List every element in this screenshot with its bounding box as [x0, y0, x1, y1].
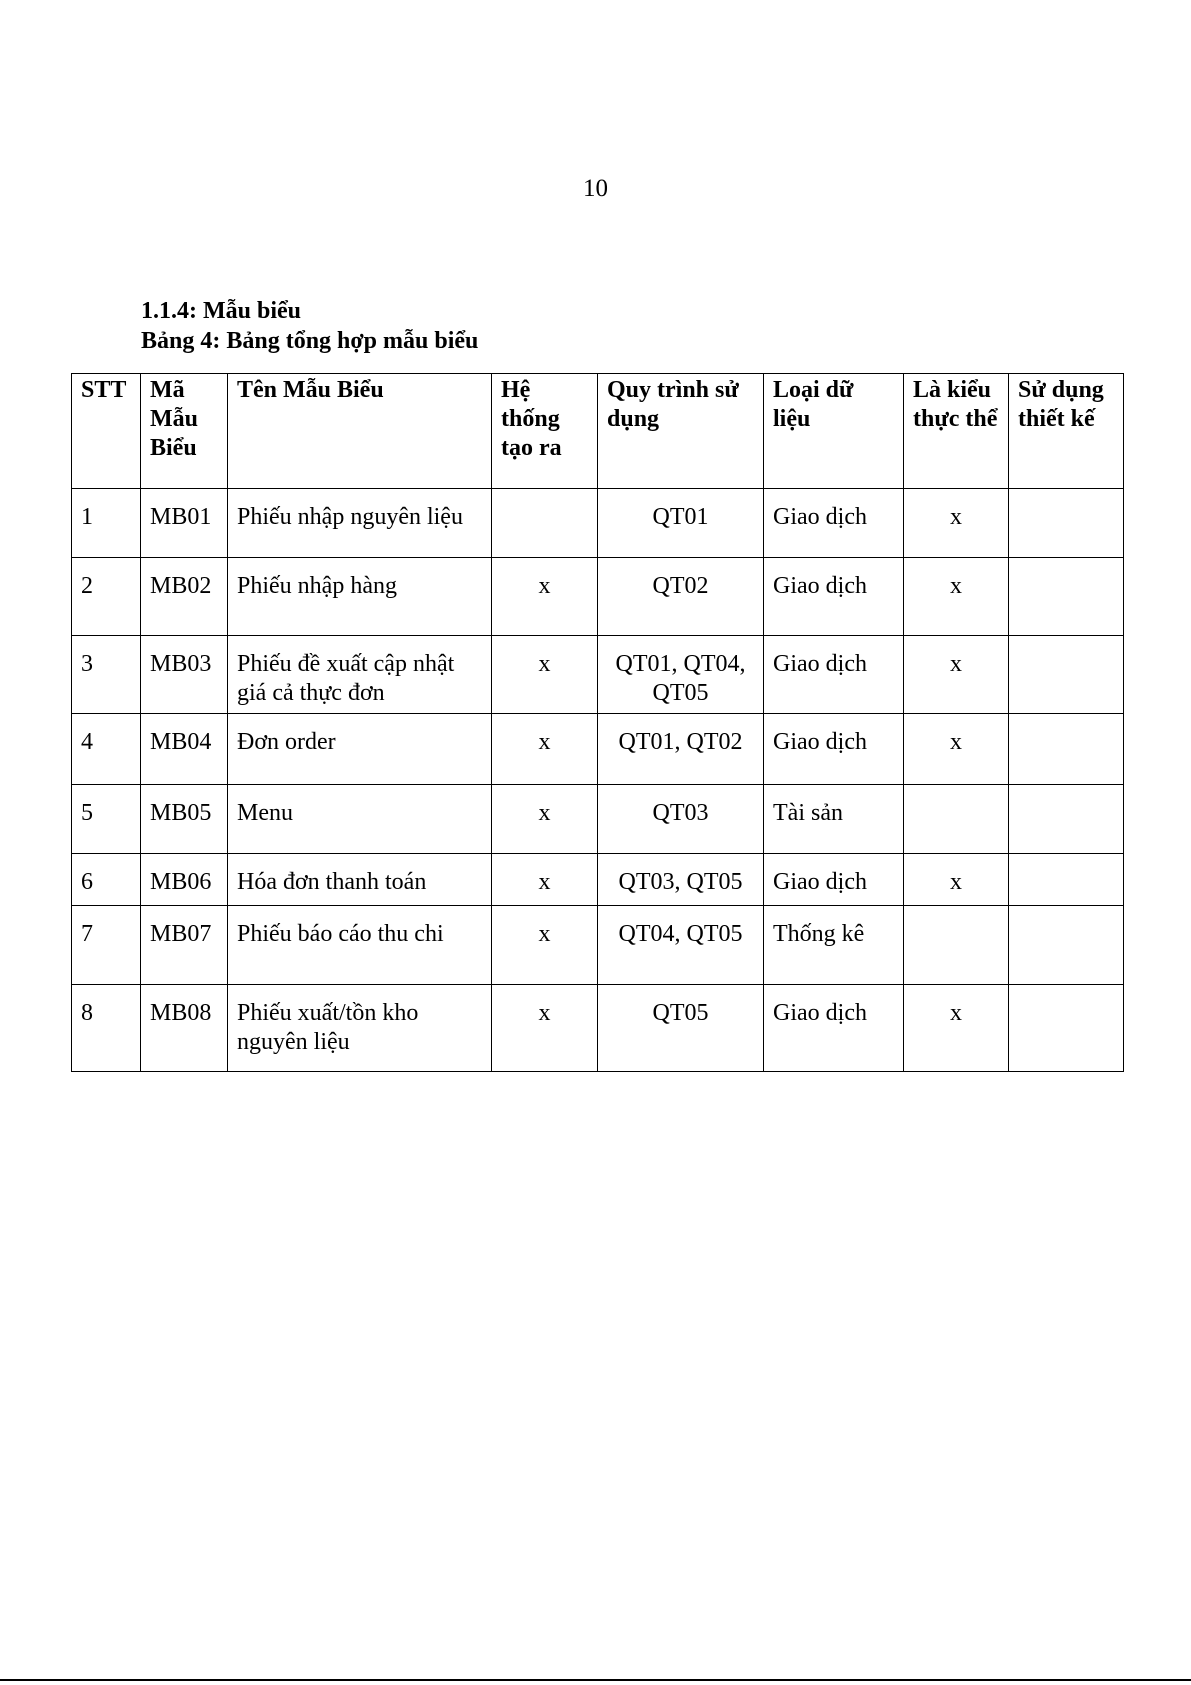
header-stt: STT [72, 374, 141, 489]
cell-stt: 2 [72, 558, 141, 636]
header-is-entity: Là kiểu thực thể [904, 374, 1009, 489]
cell-form-name: Menu [228, 785, 492, 854]
cell-data-type: Giao dịch [764, 636, 904, 714]
cell-data-type: Giao dịch [764, 985, 904, 1072]
cell-form-code: MB05 [141, 785, 228, 854]
cell-form-name: Phiếu xuất/tồn kho nguyên liệu [228, 985, 492, 1072]
cell-design-use [1009, 558, 1124, 636]
header-system-generated: Hệ thống tạo ra [492, 374, 598, 489]
cell-process-used: QT04, QT05 [598, 906, 764, 985]
table-header-row [72, 374, 1124, 489]
cell-design-use [1009, 985, 1124, 1072]
cell-form-name: Phiếu đề xuất cập nhật giá cả thực đơn [228, 636, 492, 714]
header-data-type: Loại dữ liệu [764, 374, 904, 489]
cell-data-type: Giao dịch [764, 714, 904, 785]
cell-form-code: MB08 [141, 985, 228, 1072]
table-caption: Bảng 4: Bảng tổng hợp mẫu biểu [141, 328, 479, 354]
cell-system-generated: x [492, 785, 598, 854]
cell-process-used: QT01, QT02 [598, 714, 764, 785]
cell-process-used: QT03 [598, 785, 764, 854]
form-summary-table [71, 373, 1124, 1072]
cell-design-use [1009, 636, 1124, 714]
cell-system-generated: x [492, 985, 598, 1072]
cell-design-use [1009, 714, 1124, 785]
cell-design-use [1009, 906, 1124, 985]
cell-stt: 6 [72, 854, 141, 906]
cell-is-entity: x [904, 636, 1009, 714]
cell-form-code: MB02 [141, 558, 228, 636]
cell-form-code: MB07 [141, 906, 228, 985]
table-row [72, 785, 1124, 854]
table-row [72, 906, 1124, 985]
cell-process-used: QT05 [598, 985, 764, 1072]
cell-is-entity: x [904, 714, 1009, 785]
cell-form-name: Đơn order [228, 714, 492, 785]
cell-form-code: MB01 [141, 489, 228, 558]
section-heading: 1.1.4: Mẫu biểu [141, 298, 302, 324]
cell-system-generated: x [492, 558, 598, 636]
cell-data-type: Giao dịch [764, 558, 904, 636]
cell-data-type: Giao dịch [764, 489, 904, 558]
cell-process-used: QT02 [598, 558, 764, 636]
cell-stt: 1 [72, 489, 141, 558]
cell-form-name: Hóa đơn thanh toán [228, 854, 492, 906]
table-row [72, 714, 1124, 785]
table-row [72, 854, 1124, 906]
cell-stt: 3 [72, 636, 141, 714]
cell-is-entity: x [904, 558, 1009, 636]
cell-data-type: Thống kê [764, 906, 904, 985]
cell-form-code: MB06 [141, 854, 228, 906]
table-row [72, 985, 1124, 1072]
cell-design-use [1009, 785, 1124, 854]
page-bottom-rule [0, 1679, 1191, 1681]
cell-process-used: QT01, QT04, QT05 [598, 636, 764, 714]
cell-data-type: Giao dịch [764, 854, 904, 906]
cell-system-generated: x [492, 906, 598, 985]
cell-design-use [1009, 854, 1124, 906]
cell-form-code: MB03 [141, 636, 228, 714]
header-process-used: Quy trình sử dụng [598, 374, 764, 489]
cell-stt: 5 [72, 785, 141, 854]
page-number: 10 [583, 175, 608, 202]
cell-form-name: Phiếu nhập nguyên liệu [228, 489, 492, 558]
header-form-code: Mã Mẫu Biểu [141, 374, 228, 489]
cell-process-used: QT03, QT05 [598, 854, 764, 906]
cell-system-generated [492, 489, 598, 558]
cell-form-name: Phiếu báo cáo thu chi [228, 906, 492, 985]
cell-stt: 7 [72, 906, 141, 985]
cell-system-generated: x [492, 714, 598, 785]
cell-system-generated: x [492, 636, 598, 714]
cell-is-entity: x [904, 854, 1009, 906]
cell-form-name: Phiếu nhập hàng [228, 558, 492, 636]
cell-design-use [1009, 489, 1124, 558]
header-design-use: Sử dụng thiết kế [1009, 374, 1124, 489]
table-row [72, 636, 1124, 714]
cell-stt: 4 [72, 714, 141, 785]
cell-is-entity [904, 785, 1009, 854]
cell-is-entity: x [904, 985, 1009, 1072]
cell-data-type: Tài sản [764, 785, 904, 854]
header-form-name: Tên Mẫu Biểu [228, 374, 492, 489]
table-row [72, 489, 1124, 558]
cell-is-entity [904, 906, 1009, 985]
cell-form-code: MB04 [141, 714, 228, 785]
cell-system-generated: x [492, 854, 598, 906]
cell-stt: 8 [72, 985, 141, 1072]
cell-is-entity: x [904, 489, 1009, 558]
table-row [72, 558, 1124, 636]
cell-process-used: QT01 [598, 489, 764, 558]
